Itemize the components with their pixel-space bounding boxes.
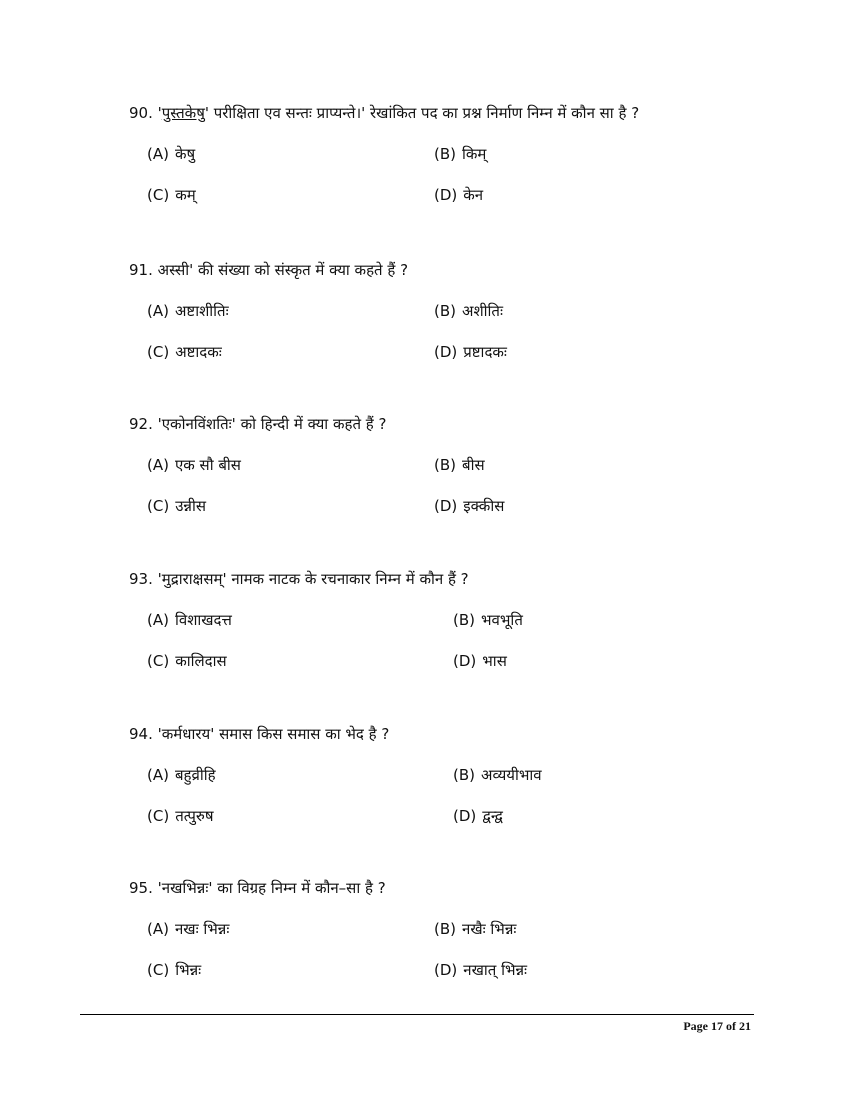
option-d: (D) द्वन्द्व xyxy=(453,807,503,825)
underlined-word: पुस्तकेषु xyxy=(161,104,205,122)
option-d: (D) केन xyxy=(434,186,484,204)
option-d: (D) प्रष्टादकः xyxy=(434,343,507,361)
option-a: (A) बहुव्रीहि xyxy=(147,766,216,784)
option-row xyxy=(129,341,769,363)
option-row xyxy=(129,918,769,940)
footer-divider xyxy=(80,1014,754,1015)
option-row xyxy=(129,959,769,981)
option-b: (B) किम् xyxy=(434,145,487,163)
question-text xyxy=(129,102,769,124)
quote-mark: ' xyxy=(157,104,162,122)
option-a: (A) केषु xyxy=(147,145,196,163)
question-number: 90. xyxy=(129,104,153,122)
question-93 xyxy=(129,568,769,672)
option-row xyxy=(129,805,769,827)
question-number: 92. xyxy=(129,415,153,433)
option-row xyxy=(129,650,769,672)
question-92 xyxy=(129,413,769,517)
question-91 xyxy=(129,259,769,363)
question-94 xyxy=(129,723,769,827)
option-a: (A) विशाखदत्त xyxy=(147,611,232,629)
page-number: Page 17 of 21 xyxy=(683,1019,751,1033)
question-text xyxy=(129,413,769,435)
question-text xyxy=(129,723,769,745)
question-body: 'नखभिन्नः' का विग्रह निम्न में कौन–सा है ? xyxy=(157,879,386,897)
option-b: (B) अव्ययीभाव xyxy=(453,766,542,784)
option-c: (C) तत्पुरुष xyxy=(147,807,214,825)
option-c: (C) कालिदास xyxy=(147,652,227,670)
question-number: 91. xyxy=(129,261,153,279)
option-row xyxy=(129,300,769,322)
option-d: (D) इक्कीस xyxy=(434,497,505,515)
question-body: ' परीक्षिता एव सन्तः प्राप्यन्ते।' रेखांकित पद का प्रश्न निर्माण निम्न में कौन सा है ? xyxy=(204,104,640,122)
option-d: (D) भास xyxy=(453,652,507,670)
option-row xyxy=(129,184,769,206)
question-number: 95. xyxy=(129,879,153,897)
option-a: (A) एक सौ बीस xyxy=(147,456,241,474)
option-b: (B) बीस xyxy=(434,456,485,474)
question-90 xyxy=(129,102,769,206)
question-text xyxy=(129,877,769,899)
option-c: (C) भिन्नः xyxy=(147,961,202,979)
question-number: 93. xyxy=(129,570,153,588)
option-row xyxy=(129,609,769,631)
option-row xyxy=(129,764,769,786)
option-a: (A) अष्टाशीतिः xyxy=(147,302,229,320)
option-c: (C) कम् xyxy=(147,186,196,204)
option-row xyxy=(129,495,769,517)
option-a: (A) नखः भिन्नः xyxy=(147,920,230,938)
option-b: (B) भवभूति xyxy=(453,611,523,629)
option-c: (C) अष्टादकः xyxy=(147,343,222,361)
question-number: 94. xyxy=(129,725,153,743)
question-body: 'मुद्राराक्षसम्' नामक नाटक के रचनाकार निम्न में कौन हैं ? xyxy=(157,570,469,588)
option-b: (B) अशीतिः xyxy=(434,302,504,320)
question-body: 'कर्मधारय' समास किस समास का भेद है ? xyxy=(157,725,390,743)
option-d: (D) नखात् भिन्नः xyxy=(434,961,528,979)
question-body: अस्सी' की संख्या को संस्कृत में क्या कहते हैं ? xyxy=(157,261,409,279)
question-body: 'एकोनविंशतिः' को हिन्दी में क्या कहते हैं ? xyxy=(157,415,387,433)
option-row xyxy=(129,454,769,476)
option-b: (B) नखैः भिन्नः xyxy=(434,920,517,938)
question-text xyxy=(129,259,769,281)
question-95 xyxy=(129,877,769,981)
option-c: (C) उन्नीस xyxy=(147,497,206,515)
option-row xyxy=(129,143,769,165)
question-text xyxy=(129,568,769,590)
